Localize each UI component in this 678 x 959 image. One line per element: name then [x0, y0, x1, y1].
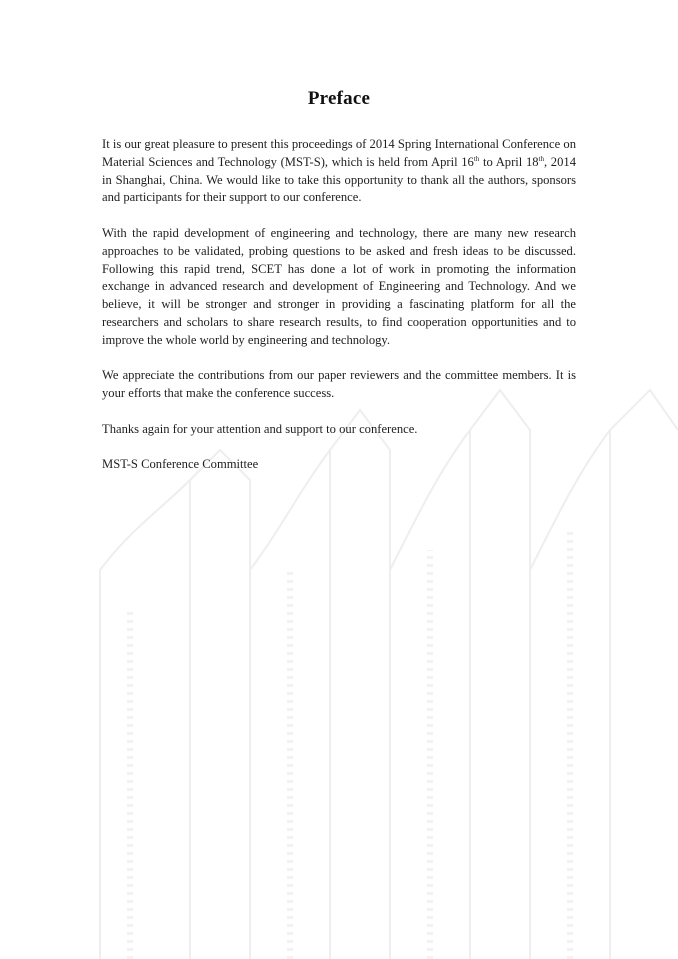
signature: MST-S Conference Committee — [102, 457, 259, 472]
paragraph-intro — [102, 136, 576, 207]
paragraph-development: With the rapid development of engineering and technology, there are many new research approaches to be validated, probing questions to be asked and fresh ideas to be discussed. Following this rapid trend, SCET has done a lot of work in promoting the information exchange in advanced research and development of Engineering and Technology. And we believe, it will be stronger and stronger in providing a fascinating platform for all the researchers and scholars to share research results, to find cooperation opportunities and to improve the whole world by engineering and technology. — [102, 225, 576, 347]
paragraph-intro-part-a: It is our great pleasure to present this proceedings of 2014 Spring International Conference on Material Sciences and Technology (MST-S), which is held from April 16 — [102, 137, 576, 169]
paragraph-intro-part-b: to April 18 — [479, 154, 539, 169]
paragraph-thanks: Thanks again for your attention and support to our conference. — [102, 421, 418, 436]
ordinal-suffix: th — [538, 154, 544, 163]
page-title: Preface — [307, 88, 371, 109]
ordinal-suffix: th — [473, 154, 480, 163]
paragraph-intro-part-c: , 2014 in Shanghai, China. We would like to take this opportunity to thank all the authors, sponsors and participants for their support to our conference. — [102, 154, 576, 205]
paragraph-appreciation: We appreciate the contributions from our paper reviewers and the committee members. It is your efforts that make the conference success. — [102, 368, 576, 401]
preface-body — [102, 136, 576, 492]
